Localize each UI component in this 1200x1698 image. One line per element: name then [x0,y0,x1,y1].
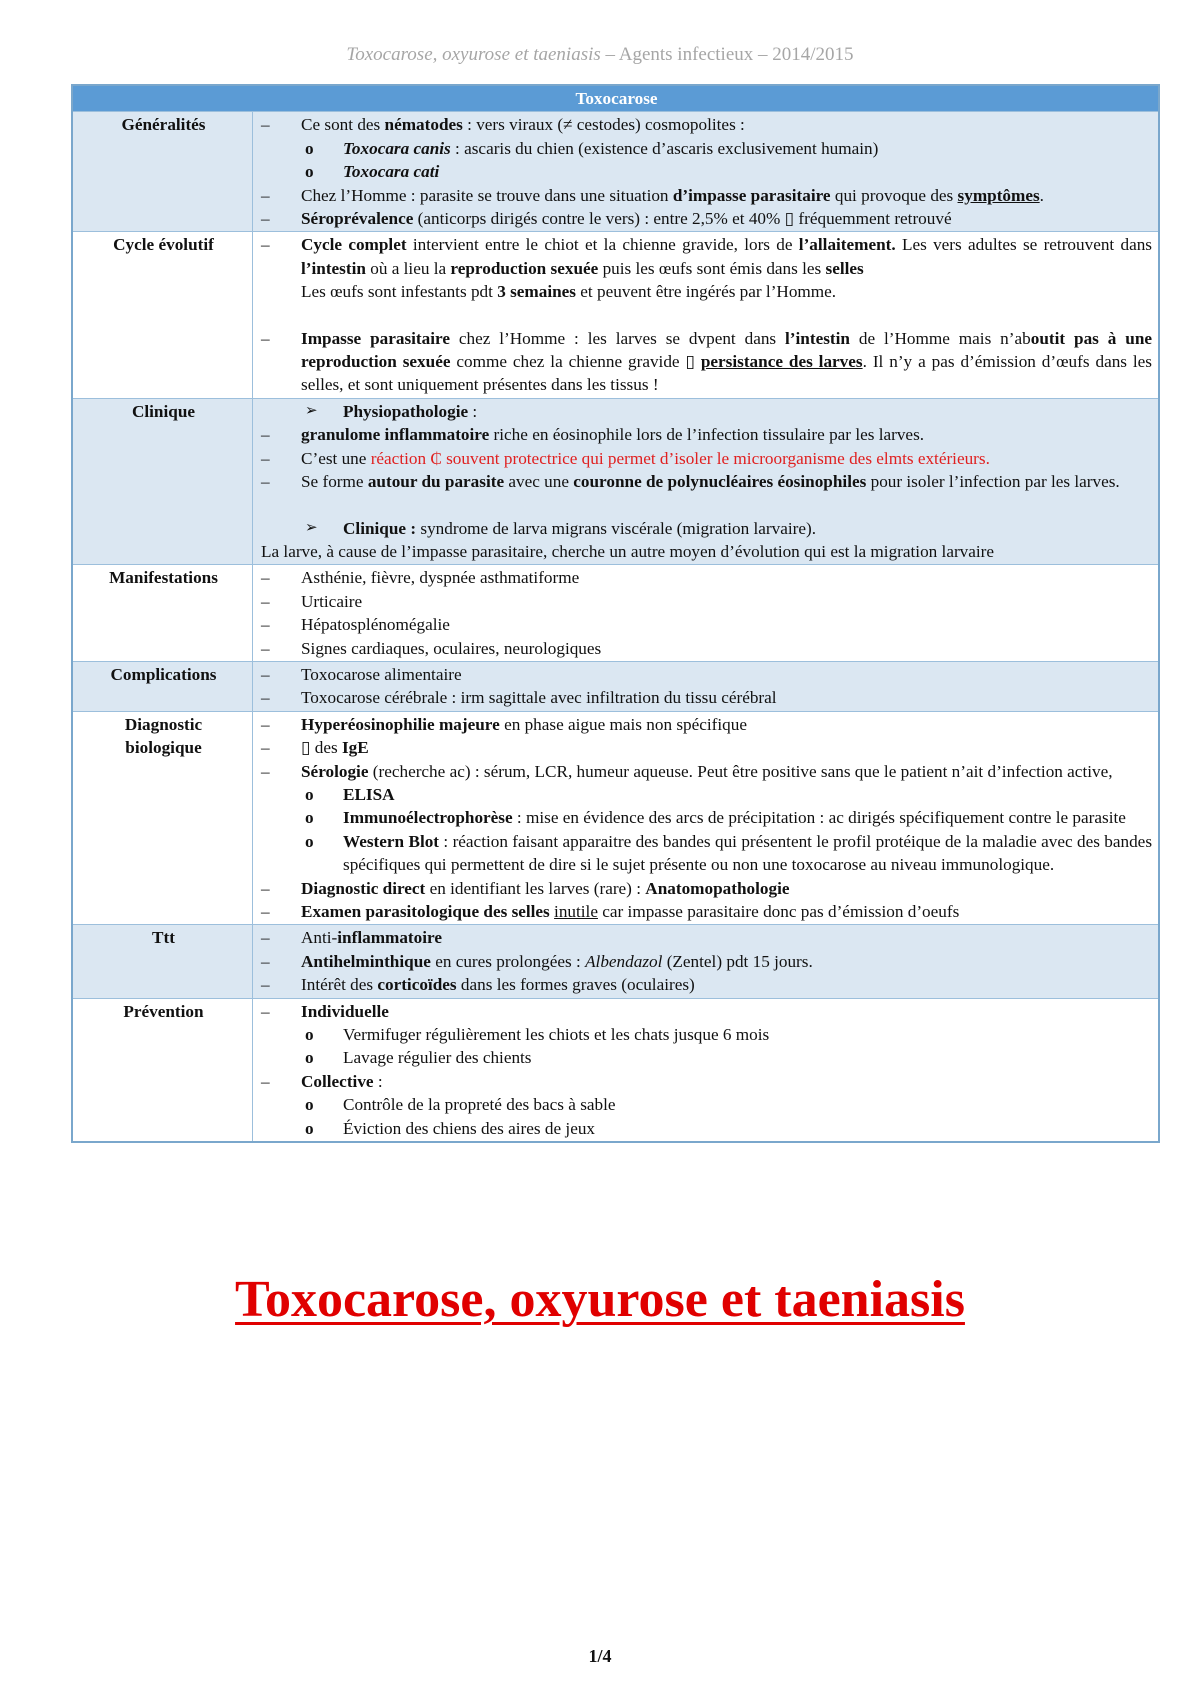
row-prevention [72,998,1159,1142]
list-item: – Sérologie (recherche ac) : sérum, LCR, humeur aqueuse. Peut être positive sans que le patient n’ait d’infection active, [261,760,1152,783]
row-manifestations [72,565,1159,662]
arrow-item: ➢ Physiopathologie : [261,400,1152,423]
list-item: – Anti-inflammatoire [261,926,1152,949]
toxocarose-table [71,84,1160,1143]
row-content [253,112,1160,232]
list-item: – Diagnostic direct en identifiant les larves (rare) : Anatomopathologie [261,877,1152,900]
row-content [253,925,1160,998]
row-label: Complications [72,661,253,711]
row-complications [72,661,1159,711]
arrow-item: ➢ Clinique : syndrome de larva migrans viscérale (migration larvaire). [261,517,1152,540]
list-item: – Cycle complet intervient entre le chiot et la chienne gravide, lors de l’allaitement. Les vers adultes se retrouvent dans l’intestin où a lieu la reproduction sexuée puis les œufs sont émis dans les selles [261,233,1152,280]
list-item: – Toxocarose cérébrale : irm sagittale avec infiltration du tissu cérébral [261,686,1152,709]
row-label: Clinique [72,398,253,564]
document-title: Toxocarose, oxyurose et taeniasis [235,1271,965,1328]
sub-item: o Éviction des chiens des aires de jeux [261,1117,1152,1140]
header-rest: – Agents infectieux – 2014/2015 [600,44,854,65]
list-item: – Hyperéosinophilie majeure en phase aigue mais non spécifique [261,713,1152,736]
list-item: – Impasse parasitaire chez l’Homme : les larves se dvpent dans l’intestin de l’Homme mais n’aboutit pas à une reproduction sexuée comme chez la chienne gravide ▯ persistance des larves. Il n’y a pas d’émission d’œufs dans les selles, et sont uniquement présentes dans les tissus ! [261,327,1152,397]
list-item: – Ce sont des nématodes : vers viraux (≠ cestodes) cosmopolites : [261,113,1152,136]
list-item: – Examen parasitologique des selles inutile car impasse parasitaire donc pas d’émission d’oeufs [261,900,1152,923]
page-number: 1/4 [588,1646,612,1666]
list-item: – C’est une réaction ₵ souvent protectrice qui permet d’isoler le microorganisme des elmts extérieurs. [261,447,1152,470]
sub-item: o ELISA [261,783,1152,806]
table-header-row [72,85,1159,112]
row-clinique [72,398,1159,564]
list-item: – Urticaire [261,590,1152,613]
row-content [253,711,1160,925]
row-label: Cycle évolutif [72,232,253,398]
row-ttt [72,925,1159,998]
row-diagnostic [72,711,1159,925]
sub-item: o Vermifuger régulièrement les chiots et les chats jusque 6 mois [261,1023,1152,1046]
header-title: Toxocarose, oxyurose et taeniasis [346,44,601,65]
sub-item: o Toxocara cati [261,160,1152,183]
sub-item: o Contrôle de la propreté des bacs à sable [261,1093,1152,1116]
list-item: – Intérêt des corticoïdes dans les formes graves (oculaires) [261,973,1152,996]
row-label: Ttt [72,925,253,998]
list-item-continuation: Les œufs sont infestants pdt 3 semaines et peuvent être ingérés par l’Homme. [301,282,837,302]
row-content [253,398,1160,564]
sub-item: o Immunoélectrophorèse : mise en évidence des arcs de précipitation : ac dirigés spécifiquement contre le parasite [261,806,1152,829]
list-item: – Séroprévalence (anticorps dirigés contre le vers) : entre 2,5% et 40% ▯ fréquemment retrouvé [261,207,1152,230]
table-title: Toxocarose [72,85,1159,112]
list-item: – Asthénie, fièvre, dyspnée asthmatiforme [261,566,1152,589]
paragraph: La larve, à cause de l’impasse parasitaire, cherche un autre moyen d’évolution qui est la migration larvaire [261,541,995,561]
list-item: – Collective : [261,1070,1152,1093]
list-item: – Chez l’Homme : parasite se trouve dans une situation d’impasse parasitaire qui provoque des symptômes. [261,184,1152,207]
list-item: – Se forme autour du parasite avec une couronne de polynucléaires éosinophiles pour isoler l’infection par les larves. [261,470,1152,493]
list-item: – granulome inflammatoire riche en éosinophile lors de l’infection tissulaire par les larves. [261,423,1152,446]
list-item: – ▯ des IgE [261,736,1152,759]
row-label: Prévention [72,998,253,1142]
list-item: – Antihelminthique en cures prolongées : Albendazol (Zentel) pdt 15 jours. [261,950,1152,973]
sub-item: o Toxocara canis : ascaris du chien (existence d’ascaris exclusivement humain) [261,137,1152,160]
list-item: – Hépatosplénomégalie [261,613,1152,636]
row-label: Diagnostic biologique [72,711,253,925]
list-item: – Individuelle [261,1000,1152,1023]
list-item: – Toxocarose alimentaire [261,663,1152,686]
row-cycle [72,232,1159,398]
row-content [253,998,1160,1142]
sub-item: o Lavage régulier des chients [261,1046,1152,1069]
row-label: Généralités [72,112,253,232]
sub-item: o Western Blot : réaction faisant apparaitre des bandes qui présentent le profil protéique de la maladie avec des bandes spécifiques qui permettent de dire si le sujet présente ou non une toxocarose au niveau immunologique. [261,830,1152,877]
row-generalites [72,112,1159,232]
row-content [253,565,1160,662]
row-label: Manifestations [72,565,253,662]
running-header [0,44,1200,66]
row-content [253,232,1160,398]
row-content [253,661,1160,711]
list-item: – Signes cardiaques, oculaires, neurologiques [261,637,1152,660]
